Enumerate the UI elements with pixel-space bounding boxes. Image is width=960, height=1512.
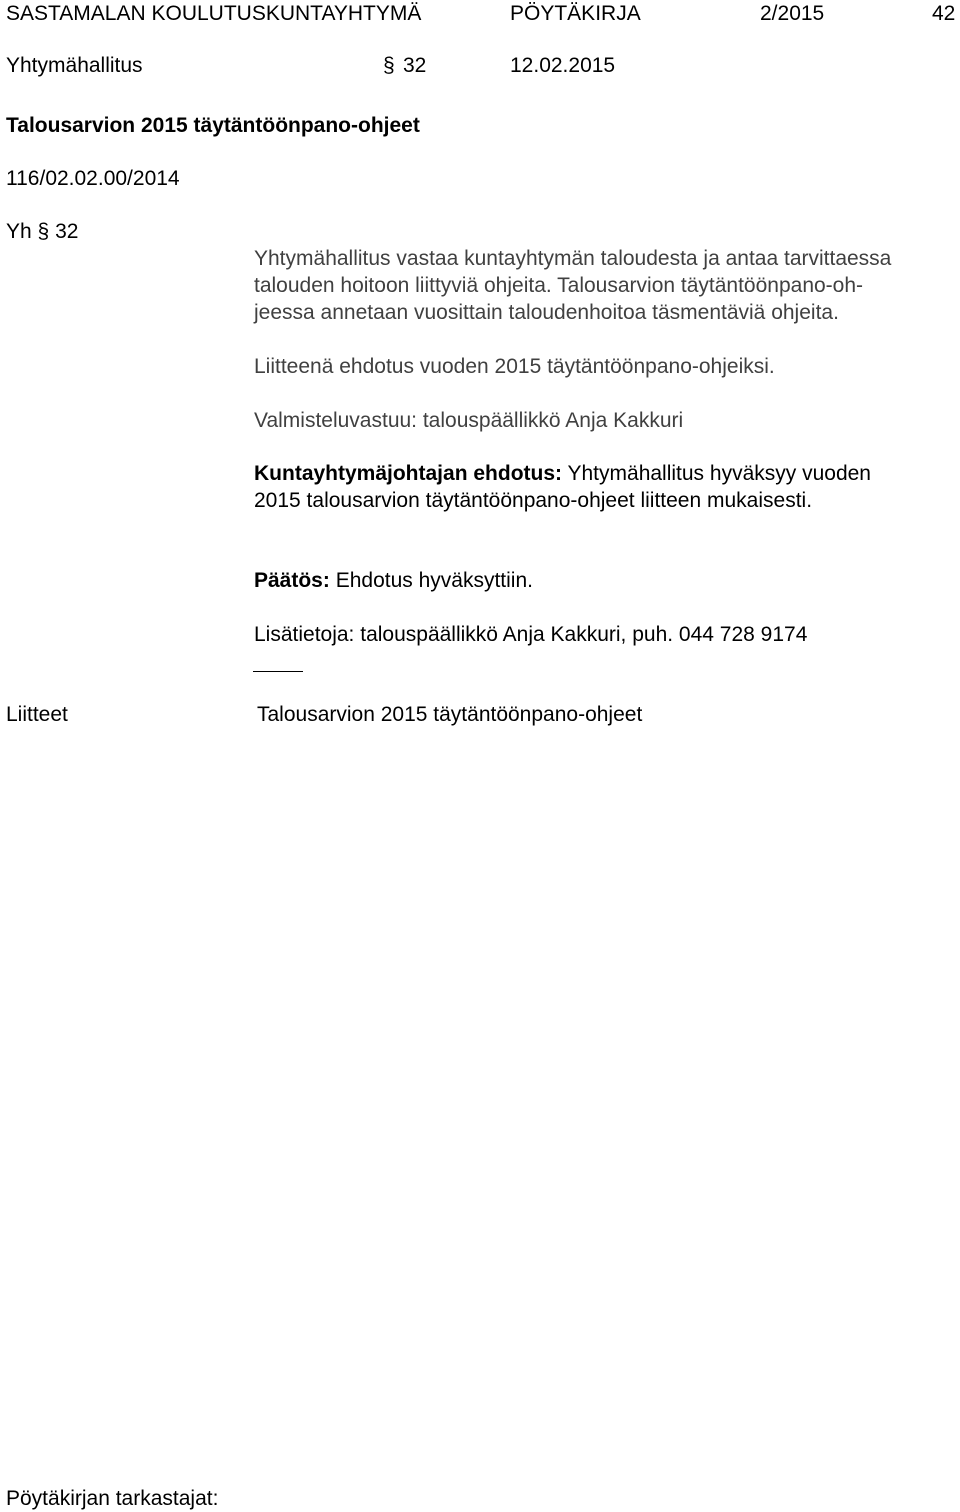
preparation-responsibility: Valmisteluvastuu: talouspäällikkö Anja Kakkuri [254,409,684,432]
page-number: 42 [932,2,956,25]
more-info: Lisätietoja: talouspäällikkö Anja Kakkuri, puh. 044 728 9174 [254,623,808,646]
section-symbol: § [383,54,395,77]
proposal-text-1: Yhtymähallitus hyväksyy vuoden [567,462,871,485]
decision-label: Päätös: [254,569,330,592]
decision [254,567,533,594]
proposal-line-1 [254,460,871,487]
proposal-line-2: 2015 talousarvion täytäntöönpano-ohjeet liitteen mukaisesti. [254,489,813,512]
prev-handling-body: Yh [6,220,32,243]
section-number: 32 [403,54,427,77]
prev-handling-label [6,218,78,245]
attachments-label: Liitteet [6,703,68,726]
prev-handling-number: 32 [55,220,79,243]
organization-name: SASTAMALAN KOULUTUSKUNTAYHTYMÄ [6,2,422,25]
document-type: PÖYTÄKIRJA [510,2,641,25]
paragraph-1-line-2: talouden hoitoon liittyviä ohjeita. Talousarvion täytäntöönpano-oh- [254,274,864,297]
paragraph-2: Liitteenä ehdotus vuoden 2015 täytäntöönpano-ohjeiksi. [254,355,775,378]
paragraph-1-line-1: Yhtymähallitus vastaa kuntayhtymän taloudesta ja antaa tarvittaessa [254,247,892,270]
reviewers-label: Pöytäkirjan tarkastajat: [6,1487,219,1510]
meeting-date: 12.02.2015 [510,54,616,77]
document-number: 2/2015 [760,2,825,25]
proposal-label: Kuntayhtymäjohtajan ehdotus: [254,462,563,485]
governing-body: Yhtymähallitus [6,54,143,77]
decision-text: Ehdotus hyväksyttiin. [335,569,533,592]
record-number: 116/02.02.00/2014 [6,167,180,190]
separator-line [253,671,303,672]
paragraph-1-line-3: jeessa annetaan vuosittain taloudenhoitoa täsmentäviä ohjeita. [254,301,839,324]
attachment-item: Talousarvion 2015 täytäntöönpano-ohjeet [257,703,643,726]
prev-handling-symbol: § [37,220,50,243]
page-title: Talousarvion 2015 täytäntöönpano-ohjeet [6,114,420,137]
